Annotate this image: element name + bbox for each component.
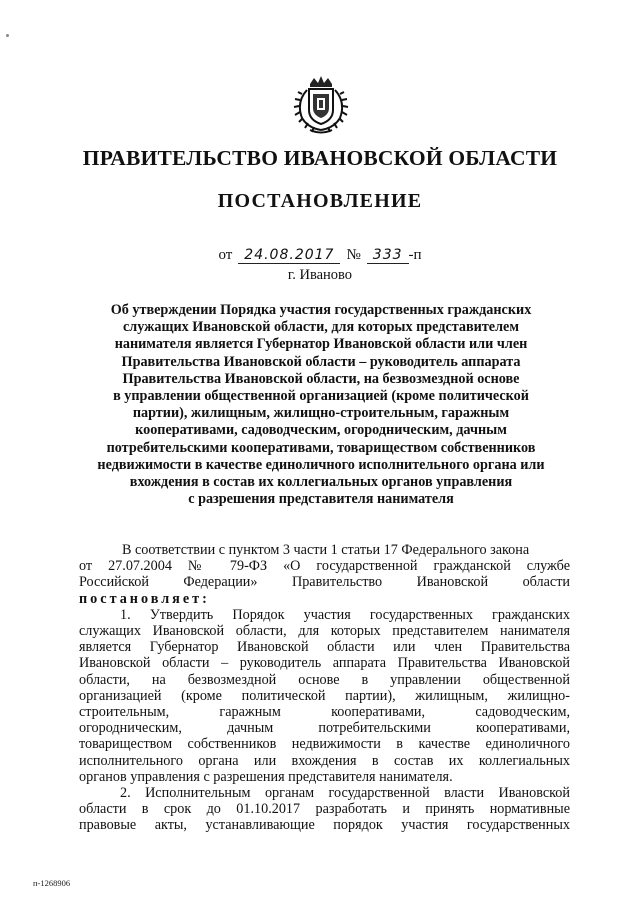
date-prefix: от [218,247,233,263]
decree-subject [60,302,582,508]
subject-line: вхождения в состав их коллегиальных органов управления [129,474,513,491]
scan-dot [6,34,9,37]
body-line: строительным, гаражным кооперативами, садоводческим, [79,704,570,721]
body-line: В соответствии с пунктом 3 части 1 статьи 17 Федерального закона [122,542,530,558]
body-line: области в срок до 01.10.2017 разработать и принять нормативные [79,801,570,818]
subject-line: потребительскими кооперативами, товариществом собственников [106,439,536,456]
body-line: области, на безвозмездной основе в управлении общественной [79,671,570,688]
body-line: является Губернатор Ивановской области или член Правительства [79,639,570,656]
number-suffix: -п [408,247,422,263]
coat-of-arms-emblem [290,74,352,136]
subject-line: нанимателя является Губернатор Ивановской области или член [114,336,528,353]
body-line: огородническим, дачным потребительскими кооперативами, [79,720,570,737]
body-line: Российской Федерации» Правительство Ивановской области [79,574,570,591]
subject-line: Об утверждении Порядка участия государственных гражданских [110,302,532,318]
subject-line: служащих Ивановской области, для которых представителем [122,319,520,336]
body-line: служащих Ивановской области, для которых представителем нанимателя [79,623,570,640]
subject-line: Правительства Ивановской области, на безвозмездной основе [122,370,520,387]
government-title: ПРАВИТЕЛЬСТВО ИВАНОВСКОЙ ОБЛАСТИ [82,146,558,170]
subject-line: партии), жилищным, жилищно-строительным, гаражным [132,405,510,422]
item-1-first-line: 1. Утвердить Порядок участия государственных гражданских [120,606,570,623]
document-code: п-1268906 [33,878,71,888]
subject-line: в управлении общественной организацией (кроме политической [113,388,529,405]
body-line [79,591,570,607]
decree-number: 333 [367,248,409,264]
city-name: г. Иваново [287,267,353,283]
body-line: Ивановской области – руководитель аппарата Правительства Ивановской [79,655,570,672]
decree-date: 24.08.2017 [238,248,340,264]
document-type-title: ПОСТАНОВЛЕНИЕ [217,190,423,212]
body-line: исполнительного органа или вхождения в состав их коллегиальных [79,752,570,769]
decree-body [79,542,570,834]
body-line: организацией (кроме политической партии), жилищным, жилищно- [79,687,570,704]
subject-line: Правительства Ивановской области – руководитель аппарата [121,353,521,370]
body-line: от 27.07.2004 № 79-ФЗ «О государственной гражданской службе [79,558,570,575]
item-2-first-line: 2. Исполнительным органам государственной власти Ивановской [120,785,570,802]
number-sign: № [346,247,361,263]
decree-word: постановляет: [79,590,210,607]
subject-line: кооперативами, садоводческим, огородническим, дачным [135,422,507,439]
subject-line: недвижимости в качестве единоличного исполнительного органа или [97,456,545,473]
item-1-last-line: органов управления с разрешения представителя нанимателя. [79,768,453,785]
body-line: правовые акты, устанавливающие порядок участия государственных [79,817,570,834]
body-line: товариществом собственников недвижимости в качестве единоличного [79,736,570,753]
date-number-line [0,247,640,264]
subject-line: с разрешения представителя нанимателя [188,491,454,508]
